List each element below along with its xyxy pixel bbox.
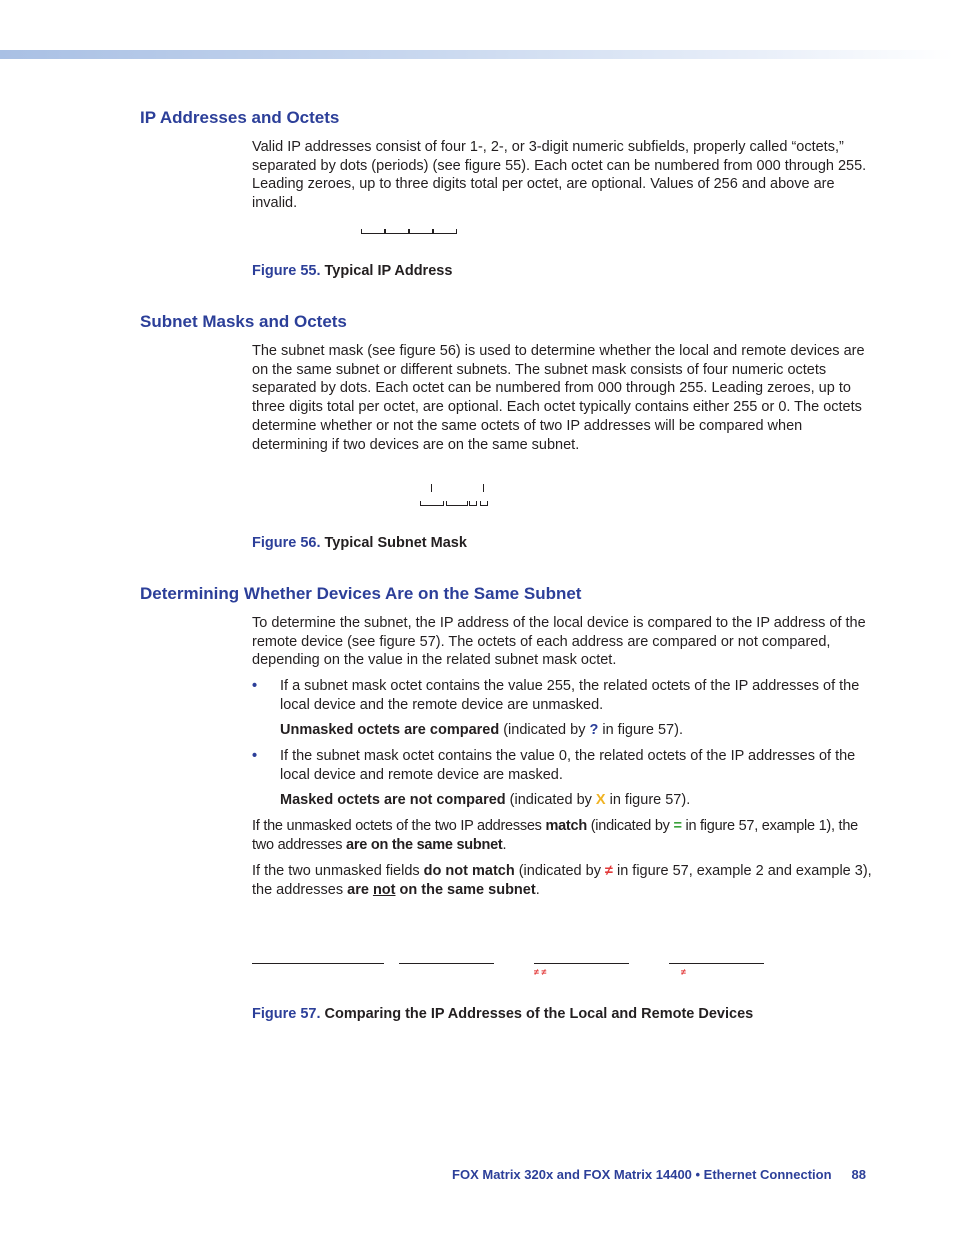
unmasked-note: [280, 721, 870, 740]
octet-bracket: [385, 229, 409, 234]
para-bold: match: [545, 818, 587, 834]
figure-title: Comparing the IP Addresses of the Local and Remote Devices: [324, 1006, 754, 1022]
section-heading-determining: Determining Whether Devices Are on the Same Subnet: [140, 584, 582, 603]
bullet-text: If a subnet mask octet contains the value 255, the related octets of the IP addresses of the local device and the remote device are unmasked.: [280, 678, 860, 713]
divider-line: [399, 963, 494, 964]
para-text: .: [502, 836, 507, 853]
octet-bracket: [420, 501, 444, 506]
para-text: If the two unmasked fields: [252, 863, 424, 879]
equal-symbol-icon: =: [673, 818, 682, 834]
unmasked-bold: Unmasked octets are compared: [280, 722, 500, 738]
figure-title: Typical IP Address: [324, 263, 453, 279]
octet-bracket: [469, 501, 477, 506]
figure-label: Figure 56.: [252, 535, 321, 551]
note-text: (indicated by: [499, 722, 590, 738]
not-equal-symbol-icon: ≠: [604, 863, 613, 879]
determining-intro-text: To determine the subnet, the IP address of the local device is compared to the IP address of the remote device (see figure 57). The octets of each address are compared or not compared, depending on the value in the related subnet mask octet.: [252, 615, 866, 669]
octet-bracket: [480, 501, 488, 506]
note-text: (indicated by: [505, 792, 596, 808]
not-equal-icon: ≠ ≠: [534, 967, 547, 977]
octet-bracket: [409, 229, 433, 234]
not-equal-icon: ≠: [681, 967, 686, 977]
figure-57-caption: [252, 1006, 753, 1022]
pointer-tick: [431, 484, 432, 492]
para-bold: are on the same subnet: [346, 836, 503, 853]
figure-56-caption: [252, 535, 467, 551]
footer-title: FOX Matrix 320x and FOX Matrix 14400 • Ethernet Connection: [452, 1167, 832, 1182]
para-bold: on the same subnet: [395, 881, 536, 898]
pointer-tick: [483, 484, 484, 492]
figure-label: Figure 57.: [252, 1006, 321, 1022]
nomatch-paragraph: [252, 862, 872, 899]
note-text: in figure 57).: [605, 792, 691, 808]
para-bold-underline: not: [372, 881, 396, 898]
compare-symbol-icon: ?: [589, 722, 599, 738]
octet-bracket: [446, 501, 468, 506]
para-text: in figure 57, example 2 and example 3), the addresses: [252, 863, 872, 898]
para-bold: are: [347, 881, 373, 898]
para-text: (indicated by: [586, 818, 674, 834]
note-text: in figure 57).: [598, 722, 683, 738]
octet-bracket: [433, 229, 457, 234]
divider-line: [252, 963, 384, 964]
figure-title: Typical Subnet Mask: [324, 535, 467, 551]
subnet-body-text: The subnet mask (see figure 56) is used to determine whether the local and remote devices are on the same subnet or different subnets. The subnet mask consists of four numeric octets separated by dots. Each octet can be numbered from 000 through 255. Leading zeroes, up to three digits total per octet, are optional. Each octet typically contains either 255 or 0. The octets determine whether or not the same octets of two IP addresses will be compared when determining if two devices are on the same subnet.: [252, 343, 865, 453]
masked-bold: Masked octets are not compared: [280, 792, 506, 808]
para-text: in figure 57, example 1), the two addresses: [252, 818, 858, 853]
bullet-icon: •: [252, 678, 258, 694]
page-number: 88: [851, 1167, 866, 1182]
divider-line: [669, 963, 764, 964]
header-bar: [0, 50, 954, 59]
mask-symbol-icon: X: [595, 792, 606, 808]
ip-body-text: Valid IP addresses consist of four 1-, 2-, or 3-digit numeric subfields, properly called “octets,” separated by dots (periods) (see figure 55). Each octet can be numbered from 000 through 255. Leading zeroes, up to three digits total per octet, are optional. Values of 256 and above are invalid.: [252, 139, 867, 212]
divider-line: [534, 963, 629, 964]
para-text: .: [535, 881, 540, 898]
figure-label: Figure 55.: [252, 263, 321, 279]
bullet-text: If the subnet mask octet contains the value 0, the related octets of the IP addresses of the local device and remote device are masked.: [280, 748, 856, 783]
para-text: If the unmasked octets of the two IP addresses: [252, 818, 546, 834]
para-text: (indicated by: [514, 863, 605, 879]
section-heading-ip: IP Addresses and Octets: [140, 108, 340, 127]
masked-note: [280, 791, 870, 810]
octet-bracket: [361, 229, 385, 234]
figure-55-caption: [252, 263, 452, 279]
bullet-icon: •: [252, 748, 258, 764]
para-bold: do not match: [423, 863, 515, 879]
match-paragraph: [252, 817, 874, 854]
page-footer: [452, 1167, 866, 1182]
section-heading-subnet: Subnet Masks and Octets: [140, 312, 347, 331]
